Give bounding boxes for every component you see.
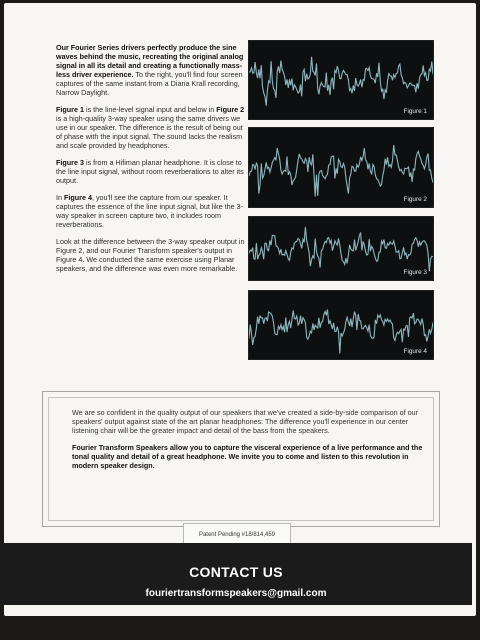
intro-p2-text-b: is a high-quality 3-way speaker using the same drivers we use in our speaker. The difference is the result of being out of phase with the input signal. The sound lacks the realism and scale provided by headphones. [56,114,243,150]
figure-1-label: Figure 1 [403,108,427,115]
intro-paragraph-5: Look at the difference between the 3-way speaker output in Figure 2, and our Fourier Transform speaker's output in Figure 4. We conducted the same exercise using Planar speakers, and the difference was even more remarkable. [56,237,245,273]
intro-p4-text-b: , you'll see the capture from our speaker. It captures the essence of the line input signal, but like the 3-way speaker in screen capture two, it includes room reverberations. [56,193,243,229]
flyer-page [4,3,476,616]
figure-3-ref: Figure 3 [56,158,84,167]
intro-lead-rest: To the right, you'll find four screen captures of the same instant from a Diana Krall recording, Narrow Daylight. [56,70,243,97]
figure-4-scope [248,290,434,360]
intro-p4-text-a: In [56,193,64,202]
figure-1-scope [248,40,434,120]
figure-3-scope [248,216,434,281]
intro-p3-text: is from a Hifiman planar headphone. It is close to the line input signal, without room reverberations to alter its output. [56,158,244,185]
patent-notice: Patent Pending #18/814,459 [183,523,291,547]
figure-2-ref: Figure 2 [216,105,245,114]
intro-p2-text-a: is the line-level signal input and below in [83,105,217,114]
callout-paragraph-1: We are so confident in the quality output of our speakers that we've created a side-by-side comparison of our speakers' output against state of the art planar headphones: The difference you'll experience in our center listening chair will be the greater impact and detail of the bass from the speakers. [72,408,419,435]
intro-paragraph-4 [56,193,248,229]
figure-2-scope [248,127,434,208]
figure-2-label: Figure 2 [403,196,427,203]
figure-3-label: Figure 3 [403,269,427,276]
intro-paragraph-1 [56,43,248,97]
intro-paragraph-2 [56,105,248,150]
intro-lead-bold: Our Fourier Series drivers perfectly produce the sine waves behind the music, recreating the original analog signal in all its detail and creating a functionally mass-less driver experience. [56,43,244,79]
contact-email-link[interactable]: fouriertransformspeakers@gmail.com [145,588,327,599]
figure-1-ref: Figure 1 [56,105,84,114]
figure-4-ref: Figure 4 [64,193,92,202]
intro-column [56,43,248,281]
intro-paragraph-3 [56,158,248,185]
callout-box [72,408,424,478]
figure-4-label: Figure 4 [403,348,427,355]
callout-paragraph-2: Fourier Transform Speakers allow you to capture the visceral experience of a live performance and the tonal quality and detail of a great headphone. We invite you to come and listen to this revolution in modern speaker design. [72,443,423,470]
contact-title: CONTACT US [189,564,283,580]
